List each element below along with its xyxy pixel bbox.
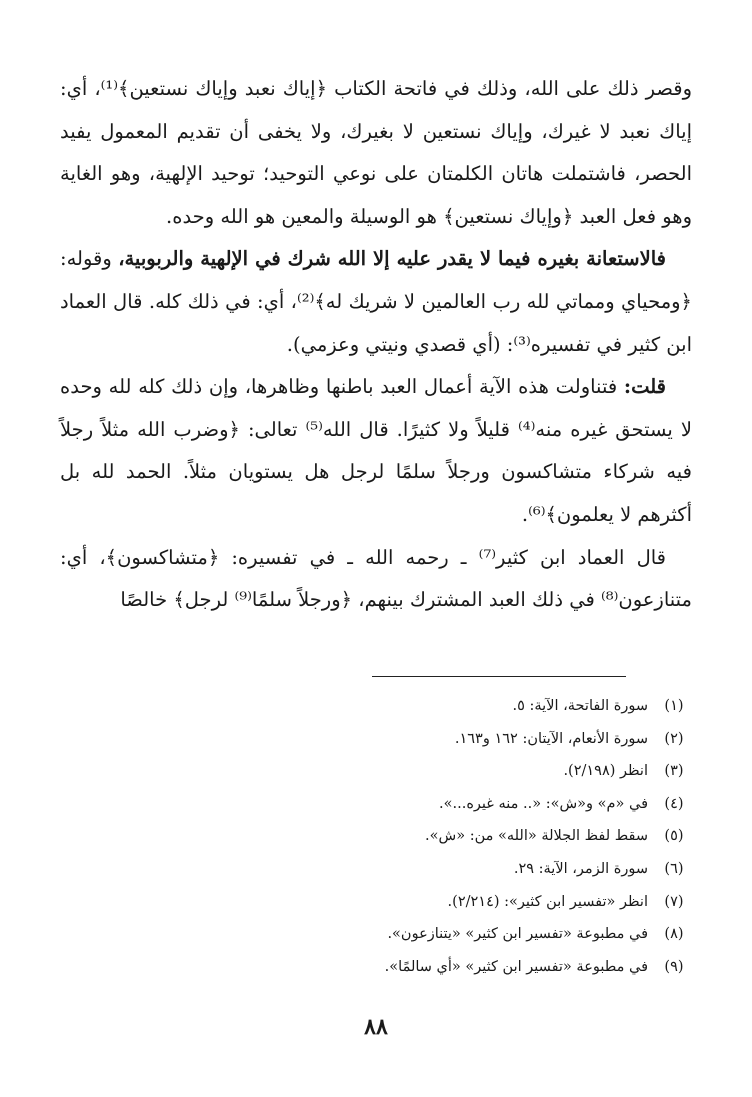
footnote-text: سورة الزمر، الآية: ٢٩. xyxy=(513,860,648,877)
footnote-9 xyxy=(60,951,692,984)
footnote-5 xyxy=(60,820,692,853)
footnote-3 xyxy=(60,755,692,788)
footnote-8 xyxy=(60,918,692,951)
footnote-number: (٨) xyxy=(664,926,684,943)
footnote-number: (٥) xyxy=(664,828,684,845)
footnote-number: (٦) xyxy=(664,860,684,877)
footnotes-list xyxy=(60,690,692,983)
footnote-6 xyxy=(60,853,692,886)
page-number: ٨٨ xyxy=(364,1014,388,1040)
footnote-4 xyxy=(60,788,692,821)
footnote-7 xyxy=(60,886,692,919)
paragraph-3-lead: قلت: xyxy=(623,375,666,399)
footnote-2 xyxy=(60,723,692,756)
footnote-text: سورة الفاتحة، الآية: ٥. xyxy=(512,698,648,714)
paragraph-2-rest: وقوله: ﴿ومحياي ومماتي لله رب العالمين لا شريك له﴾⁽²⁾، أي: في ذلك كله. قال العماد ابن كثير في تفسيره⁽³⁾: (أي قصدي ونيتي وعزمي). xyxy=(60,247,692,356)
footnote-text: انظر (٢/١٩٨). xyxy=(563,763,648,780)
footnote-text: انظر «تفسير ابن كثير»: (٢/٢١٤). xyxy=(447,893,648,910)
footnote-number: (٤) xyxy=(664,795,684,812)
paragraph-4: قال العماد ابن كثير⁽⁷⁾ ـ رحمه الله ـ في تفسيره: ﴿متشاكسون﴾، أي: متنازعون⁽⁸⁾ في ذلك العبد المشترك بينهم، ﴿ورجلاً سلمًا⁽⁹⁾ لرجل﴾ خالصًا xyxy=(60,545,692,612)
footnote-text: سورة الأنعام، الآيتان: ١٦٢ و١٦٣. xyxy=(454,730,648,747)
footnote-text: في مطبوعة «تفسير ابن كثير» «يتنازعون». xyxy=(387,926,648,943)
paragraph-3-rest: فتناولت هذه الآية أعمال العبد باطنها وظاهرها، وإن ذلك كله لله وحده لا يستحق غيره منه⁽⁴⁾ قليلاً ولا كثيرًا. قال الله⁽⁵⁾ تعالى: ﴿وضرب الله مثلاً رجلاً فيه شركاء متشاكسون ورجلاً سلمًا لرجل هل يستويان مثلاً. الحمد لله بل أكثرهم لا يعلمون﴾⁽⁶⁾. xyxy=(60,375,692,526)
footnote-divider xyxy=(372,676,626,677)
paragraph-2-lead: فالاستعانة بغيره فيما لا يقدر عليه إلا الله شرك في الإلهية والربوبية، xyxy=(118,247,666,271)
footnote-text: في «م» و«ش»: «.. منه غيره...». xyxy=(439,795,648,812)
footnote-number: (٢) xyxy=(664,730,684,747)
paragraph-1: وقصر ذلك على الله، وذلك في فاتحة الكتاب ﴿إياك نعبد وإياك نستعين﴾⁽¹⁾، أي: إياك نعبد لا غيرك، وإياك نستعين لا بغيرك، ولا يخفى أن تقديم المعمول يفيد الحصر، فاشتملت هاتان الكلمتان على نوعي التوحيد؛ توحيد الإلهية، وهو الغاية وهو فعل العبد ﴿وإياك نستعين﴾ هو الوسيلة والمعين هو الله وحده. xyxy=(60,77,692,228)
footnote-number: (٧) xyxy=(664,893,684,910)
footnote-number: (١) xyxy=(664,698,684,714)
footnote-text: سقط لفظ الجلالة «الله» من: «ش». xyxy=(425,828,648,845)
footnote-number: (٣) xyxy=(664,763,684,780)
paragraph-3 xyxy=(60,366,692,536)
footnote-text: في مطبوعة «تفسير ابن كثير» «أي سالمًا». xyxy=(384,958,648,975)
footnote-number: (٩) xyxy=(664,958,684,975)
paragraph-2 xyxy=(60,238,692,366)
footnote-1 xyxy=(60,690,692,723)
main-text xyxy=(60,68,692,622)
